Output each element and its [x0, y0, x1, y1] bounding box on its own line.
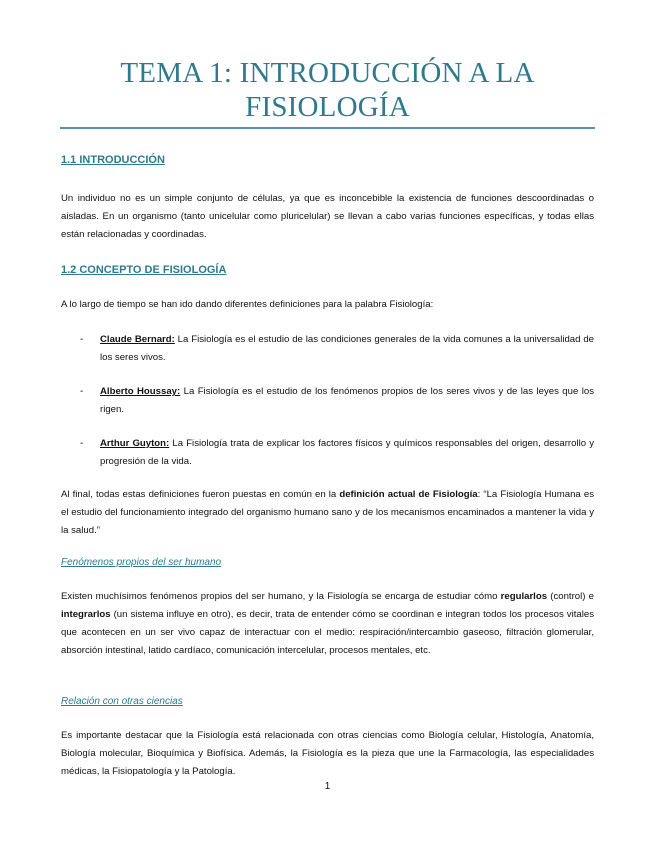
- final-text-bold: definición actual de Fisiología: [339, 489, 478, 500]
- definition-item: [100, 435, 594, 471]
- definition-text: La Fisiología trata de explicar los factores físicos y químicos responsables del origen, desarrollo y progresión de la vida.: [100, 438, 595, 467]
- page-title: [60, 56, 595, 124]
- fenomenos-text-3: (un sistema influye en otro), es decir, trata de entender cómo se coordinan e integran todos los procesos vitales que acontecen en un ser vivo capaz de interactuar con el medio: respiración/intercambio gaseoso, filtración glomerular, absorción intestinal, latido cardíaco, comunicación intercelular, procesos mentales, etc.: [61, 609, 594, 656]
- definition-item: [100, 331, 594, 367]
- definition-author: Alberto Houssay:: [100, 386, 181, 397]
- page-title-line-2: FISIOLOGÍA: [245, 91, 410, 123]
- subheading-fenomenos: Fenómenos propios del ser humano: [61, 557, 222, 568]
- fenomenos-text-1: Existen muchísimos fenómenos propios del ser humano, y la Fisiología se encarga de estudiar cómo: [61, 591, 501, 602]
- fenomenos-text-2: (control) e: [547, 591, 594, 602]
- fenomenos-paragraph: [61, 588, 594, 660]
- subheading-relacion: Relación con otras ciencias: [61, 696, 183, 707]
- definicion-actual-paragraph: [61, 486, 594, 540]
- relacion-paragraph: Es importante destacar que la Fisiología está relacionada con otras ciencias como Biología celular, Histología, Anatomía, Biología molecular, Bioquímica y Biofísica. Además, la Fisiología es la pieza que une la Farmacología, las especialidades médicas, la Fisiopatología y la Patología.: [61, 730, 594, 777]
- bullet-marker: -: [80, 386, 84, 397]
- definition-text: La Fisiología es el estudio de los fenómenos propios de los seres vivos y de las leyes que los rigen.: [100, 386, 594, 415]
- definition-author: Arthur Guyton:: [100, 438, 170, 449]
- intro-paragraph: Un individuo no es un simple conjunto de células, ya que es inconcebible la existencia de funciones descoordinadas o aisladas. En un organismo (tanto unicelular como pluricelular) se llevan a cabo varias funciones específicas, y todas ellas están relacionadas y coordinadas.: [61, 193, 594, 240]
- definition-text: La Fisiología es el estudio de las condiciones generales de la vida comunes a la universalidad de los seres vivos.: [100, 334, 594, 363]
- section-heading-concepto: 1.2 CONCEPTO DE FISIOLOGÍA: [61, 264, 227, 276]
- page-number: 1: [324, 781, 331, 792]
- fenomenos-bold-2: integrarlos: [61, 609, 111, 620]
- title-divider: [60, 127, 595, 129]
- final-text-after: : “La Fisiología Humana es el estudio del funcionamiento integrado del organismo humano sano y de los mecanismos encaminados a mantener la vida y la salud.”: [61, 489, 594, 536]
- page-title-line-1: TEMA 1: INTRODUCCIÓN A LA: [120, 57, 535, 89]
- section-heading-introduccion: 1.1 INTRODUCCIÓN: [61, 154, 165, 166]
- bullet-marker: -: [80, 438, 84, 449]
- fenomenos-bold-1: regularlos: [500, 591, 548, 602]
- final-text-before: Al final, todas estas definiciones fueron puestas en común en la: [61, 489, 340, 500]
- bullet-marker: -: [80, 334, 84, 345]
- definition-item: [100, 383, 594, 419]
- definition-author: Claude Bernard:: [100, 334, 175, 345]
- concepto-lead: A lo largo de tiempo se han ido dando diferentes definiciones para la palabra Fisiología:: [61, 299, 434, 310]
